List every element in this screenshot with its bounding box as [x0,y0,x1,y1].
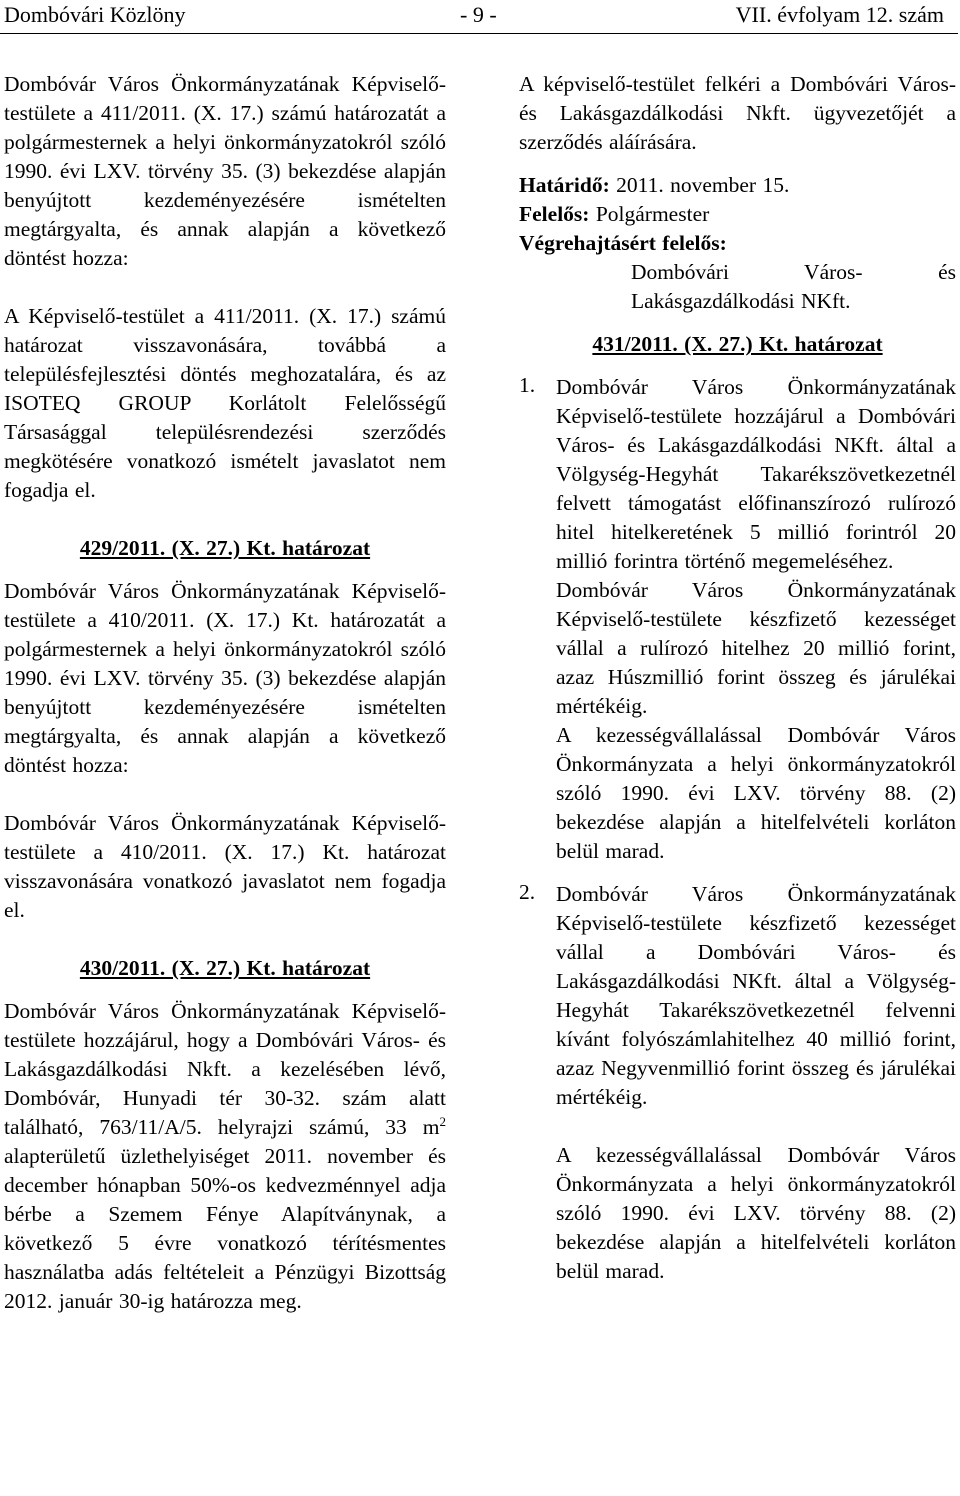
item1-paragraph-credit: Dombóvár Város Önkormányzatának Képviselő-testülete hozzájárul a Dombóvári Város- és Lakásgazdálkodási NKft. által a Völgység-Hegyhát Takarékszövetkezetnél felvett támogatást előfinanszírozó rulírozó hitel hitelkeretének 5 millió forintról 20 millió forintra történő megemeléséhez. [556,375,956,573]
issue-info: VII. évfolyam 12. szám [735,2,944,27]
resolution-heading-429: 429/2011. (X. 27.) Kt. határozat [79,536,371,560]
paragraph-411-decision: A Képviselő-testület a 411/2011. (X. 17.) számú határozat visszavonására, továbbá a településfejlesztési döntés meghozatalára, és az ISOTEQ GROUP Korlátolt Felelősségű Társasággal településrendezési szerződés megkötésére vonatkozó ismételt javaslatot nem fogadja el. [4,304,446,502]
item1-paragraph-limit: A kezességvállalással Dombóvár Város Önkormányzata a helyi önkormányzatokról szóló 1990. évi LXV. törvény 88. (2) bekezdése alapján a hitelfelvételi korláton belül marad. [556,723,956,863]
item2-paragraph-guarantee: Dombóvár Város Önkormányzatának Képviselő-testülete készfizető kezességet vállal a Dombóvári Város- és Lakásgazdálkodási NKft. által a Völgység-Hegyhát Takarékszövetkezetnél felvenni kívánt folyószámlahitelhez 40 millió forint, azaz Negyvenmillió forint összeg és járulékai mértékéig. [556,882,956,1109]
item2-paragraph-limit: A kezességvállalással Dombóvár Város Önkormányzata a helyi önkormányzatokról szóló 1990. évi LXV. törvény 88. (2) bekezdése alapján a hitelfelvételi korláton belül marad. [556,1143,956,1283]
paragraph-410-review: Dombóvár Város Önkormányzatának Képviselő-testülete a 410/2011. (X. 17.) Kt. határozatát a polgármesternek a helyi önkormányzatokról szóló 1990. évi LXV. törvény 35. (3) bekezdése alapján benyújtott kezdeményezésére ismételten megtárgyalta, és annak alapján a következő döntést hozza: [4,579,446,777]
list-item-1 [519,373,956,866]
deadline-label: Határidő: [519,173,610,197]
paragraph-contract-signing: A képviselő-testület felkéri a Dombóvári Város- és Lakásgazdálkodási Nkft. ügyvezetőjét a szerződés aláírására. [519,72,956,154]
resolution-heading-431: 431/2011. (X. 27.) Kt. határozat [592,332,883,356]
left-column [4,70,446,1316]
executor-label: Végrehajtásért felelős: [519,231,727,255]
resolution-heading-430: 430/2011. (X. 27.) Kt. határozat [79,956,371,980]
list-item-2 [519,880,956,1286]
responsible-value: Polgármester [589,202,710,226]
page-header [0,0,958,34]
right-column [519,70,956,1286]
responsible-label: Felelős: [519,202,590,226]
executor-value: Dombóvári Város- és Lakásgazdálkodási NKft. [631,260,956,313]
item1-paragraph-guarantee: Dombóvár Város Önkormányzatának Képviselő-testülete készfizető kezességet vállal a rulírozó hitelhez 20 millió forint, azaz Húszmillió forint összeg és járulékai mértékéig. [556,578,956,718]
paragraph-410-decision: Dombóvár Város Önkormányzatának Képviselő-testülete a 410/2011. (X. 17.) Kt. határozat visszavonására vonatkozó javaslatot nem fogadja el. [4,811,446,922]
list-number-2: 2. [519,880,536,904]
page-number: - 9 - [460,2,497,27]
superscript-squared: 2 [439,1113,446,1129]
list-number-1: 1. [519,373,536,397]
deadline-line [519,171,956,200]
deadline-value: 2011. november 15. [609,173,790,197]
publication-title: Dombóvári Közlöny [4,2,186,27]
paragraph-430-lease: Dombóvár Város Önkormányzatának Képviselő-testülete hozzájárul, hogy a Dombóvári Város- és Lakásgazdálkodási Nkft. a kezelésében lévő, Dombóvár, Hunyadi tér 30-32. szám alatt található, 763/11/A/5. helyrajzi számú, 33 $m^2$ alapterületű üzlethelyiséget 2011. november és december hónapban 50%-os kedvezménnyel adja bérbe a Szemem Fénye Alapítványnak, a következő 5 évre vonatkozó térítésmentes használatba adás feltételeit a Pénzügyi Bizottság 2012. január 30-ig határozza meg. [4,999,446,1313]
paragraph-411-review: Dombóvár Város Önkormányzatának Képviselő-testülete a 411/2011. (X. 17.) számú határozatát a polgármesternek a helyi önkormányzatokról szóló 1990. évi LXV. törvény 35. (3) bekezdése alapján benyújtott kezdeményezésére ismételten megtárgyalta, és annak alapján a következő döntést hozza: [4,72,446,270]
responsible-line [519,200,956,229]
